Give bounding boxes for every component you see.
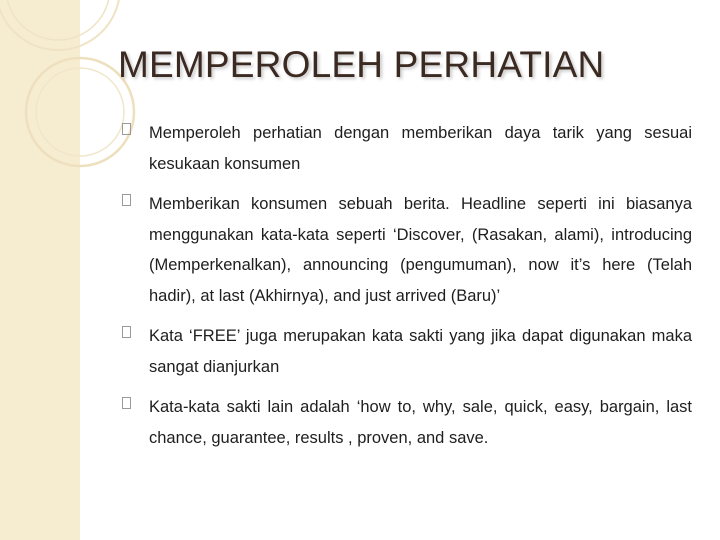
bullet-text: Memperoleh perhatian dengan memberikan daya tarik yang sesuai kesukaan konsumen bbox=[149, 124, 692, 173]
bullet-item bbox=[122, 118, 692, 179]
bullet-text: Kata-kata sakti lain adalah ‘how to, why, sale, quick, easy, bargain, last chance, guarantee, results , proven, and save. bbox=[149, 398, 692, 447]
square-outline-icon bbox=[122, 194, 131, 206]
bullet-item bbox=[122, 189, 692, 311]
square-outline-icon bbox=[122, 123, 131, 135]
square-outline-icon bbox=[122, 397, 131, 409]
bullet-item bbox=[122, 321, 692, 382]
bullet-list bbox=[122, 118, 692, 463]
bullet-item bbox=[122, 392, 692, 453]
square-outline-icon bbox=[122, 326, 131, 338]
bullet-text: Kata ‘FREE’ juga merupakan kata sakti yang jika dapat digunakan maka sangat dianjurkan bbox=[149, 327, 692, 376]
decorative-circles bbox=[0, 0, 140, 200]
slide-title: MEMPEROLEH PERHATIAN bbox=[118, 44, 605, 85]
bullet-text: Memberikan konsumen sebuah berita. Headline seperti ini biasanya menggunakan kata-kata seperti ‘Discover, (Rasakan, alami), introducing (Memperkenalkan), announcing (pengumuman), now it’s here (Telah hadir), at last (Akhirnya), and just arrived (Baru)’ bbox=[149, 195, 692, 305]
